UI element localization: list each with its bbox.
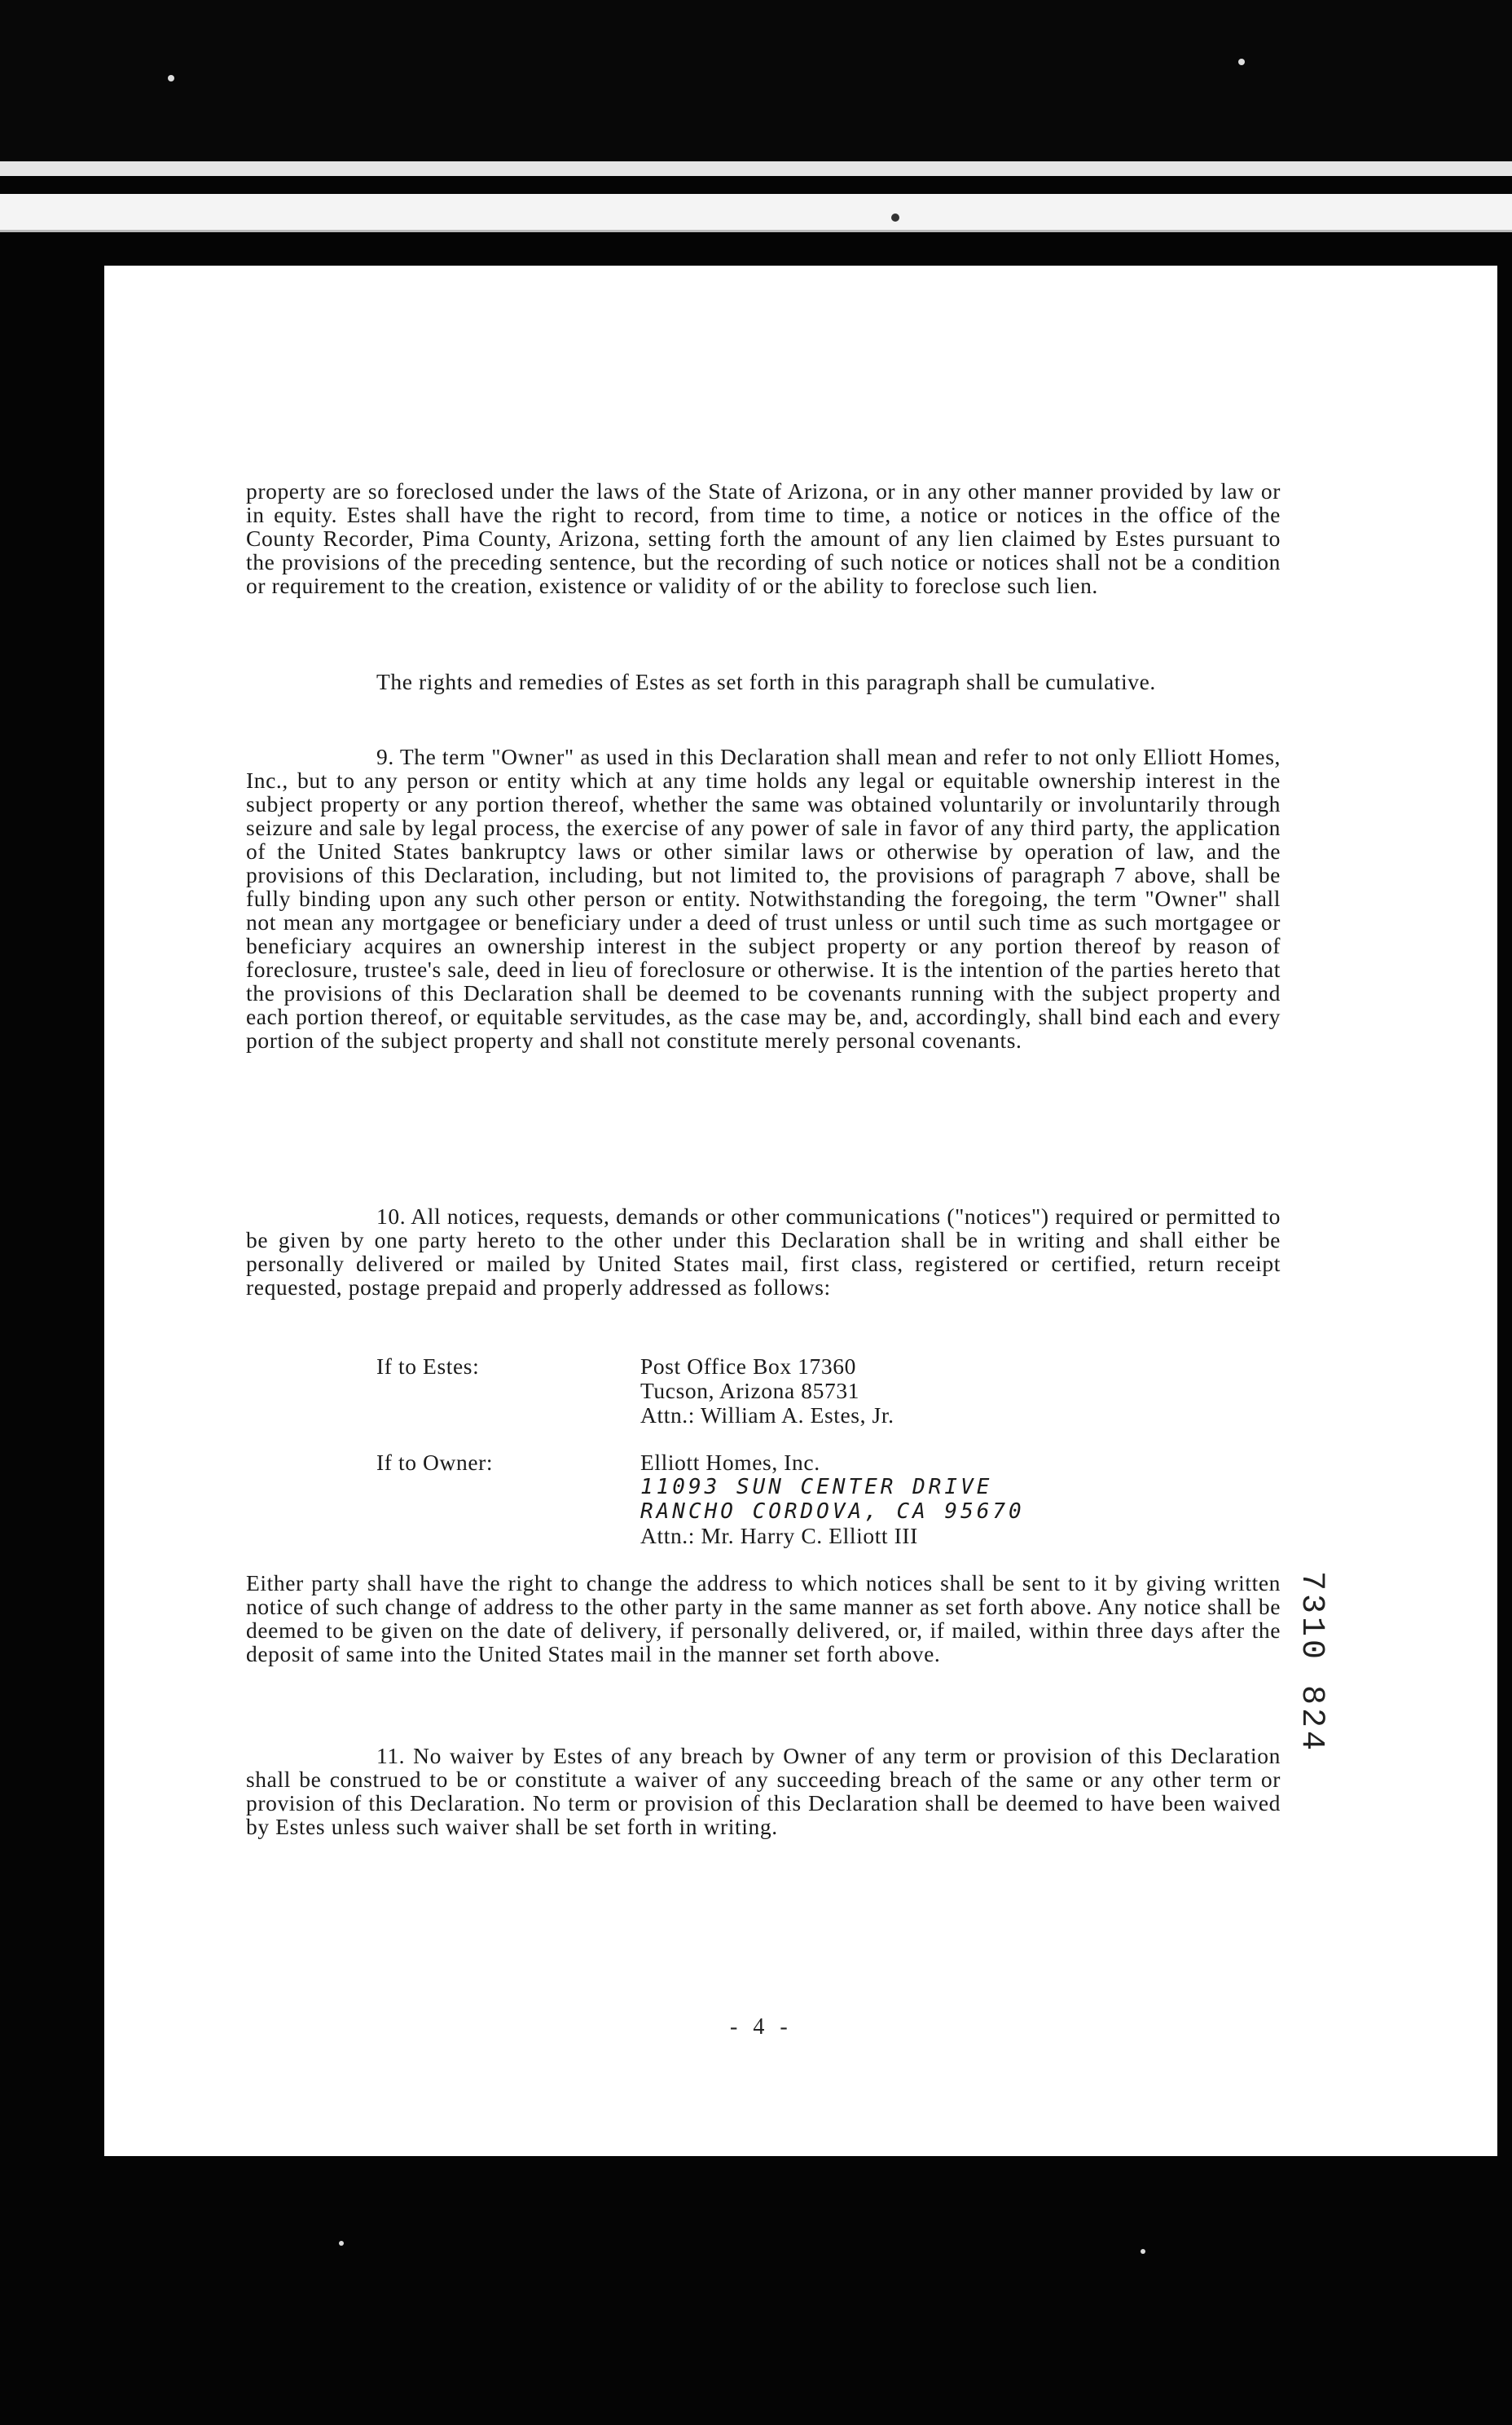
paragraph-address-change: Either party shall have the right to change the address to which notices shall be sent to it by giving written notice of such change of address to the other party in the same manner as set forth above. Any notice shall be deemed to be given on the date of delivery, if personally delivered, or, if mailed, within three days after the deposit of same into the United States mail in the manner set forth above. — [246, 1570, 1281, 1666]
scan-speck — [1238, 59, 1245, 65]
document-body-address-change — [246, 1571, 1281, 1666]
page-number: - 4 - — [730, 2014, 793, 2040]
paragraph-10-notices: 10. All notices, requests, demands or other communications ("notices") required or permitted to be given by one party hereto to the other under this Declaration shall be in writing and shall either be personally delivered or mailed by United States mail, first class, registered or certified, return receipt requested, postage prepaid and properly addressed as follows: — [246, 1204, 1281, 1300]
address-owner-line3-handwritten: RANCHO CORDOVA, CA 95670 — [640, 1499, 1025, 1524]
recorder-margin-number: 7310 824 — [1293, 1571, 1330, 1754]
document-body-notices — [246, 1204, 1281, 1299]
address-lines-estes — [640, 1354, 894, 1428]
scan-speck — [339, 2241, 344, 2246]
address-label-estes: If to Estes: — [376, 1353, 480, 1379]
document-body-cumulative — [246, 670, 1281, 693]
paragraph-lien-continuation: property are so foreclosed under the laws of the State of Arizona, or in any other manner provided by law or in equity. Estes shall have the right to record, from time to time, a notice or notices in the office of the County Recorder, Pima County, Arizona, setting forth the amount of any lien claimed by Estes pursuant to the provisions of the preceding sentence, but the recording of such notice or notices shall not be a condition or requirement to the creation, existence or validity of or the ability to foreclose such lien. — [246, 478, 1281, 598]
paragraph-9-owner-definition: 9. The term "Owner" as used in this Declaration shall mean and refer to not only Elliott Homes, Inc., but to any person or entity which at any time holds any legal or equitable ownership interest in the subject property or any portion thereof, whether the same was obtained voluntarily or involuntarily through seizure and sale by legal process, the exercise of any power of sale in favor of any third party, the application of the United States bankruptcy laws or other similar laws or otherwise by operation of law, and the provisions of this Declaration, including, but not limited to, the provisions of paragraph 7 above, shall be fully binding upon any such other person or entity. Notwithstanding the foregoing, the term "Owner" shall not mean any mortgagee or beneficiary under a deed of trust unless or until such time as such mortgagee or beneficiary acquires an ownership interest in the subject property or any portion thereof by reason of foreclosure, trustee's sale, deed in lieu of foreclosure or otherwise. It is the intention of the parties hereto that the provisions of this Declaration shall be deemed to be covenants running with the subject property and each portion thereof, or equitable servitudes, as the case may be, and, accordingly, shall bind each and every portion of the subject property and shall not constitute merely personal covenants. — [246, 744, 1281, 1053]
paragraph-11-waiver: 11. No waiver by Estes of any breach by Owner of any term or provision of this Declaration shall be construed to be or constitute a waiver of any succeeding breach of the same or any other term or provision of this Declaration. No term or provision of this Declaration shall be deemed to have been waived by Estes unless such waiver shall be set forth in writing. — [246, 1743, 1281, 1839]
scan-rule-thin — [0, 161, 1512, 176]
document-body-waiver — [246, 1744, 1281, 1838]
address-lines-owner — [640, 1450, 1025, 1548]
scan-rule-thick — [0, 194, 1512, 232]
scan-speck — [1141, 2249, 1145, 2254]
address-owner-line1: Elliott Homes, Inc. — [640, 1450, 820, 1475]
document-body-top — [246, 479, 1281, 597]
address-label-owner: If to Owner: — [376, 1450, 494, 1475]
scan-dark-band — [0, 0, 1512, 175]
document-body-owner — [246, 745, 1281, 1052]
address-estes-line1: Post Office Box 17360 — [640, 1353, 856, 1379]
address-owner-line2-handwritten: 11093 SUN CENTER DRIVE — [640, 1475, 993, 1499]
address-estes-line2: Tucson, Arizona 85731 — [640, 1378, 860, 1403]
address-estes-line3: Attn.: William A. Estes, Jr. — [640, 1402, 894, 1428]
scan-speck — [891, 213, 899, 222]
scan-speck — [168, 75, 174, 81]
address-owner-line4: Attn.: Mr. Harry C. Elliott III — [640, 1523, 918, 1548]
paragraph-remedies-cumulative: The rights and remedies of Estes as set forth in this paragraph shall be cumulative. — [376, 669, 1156, 694]
